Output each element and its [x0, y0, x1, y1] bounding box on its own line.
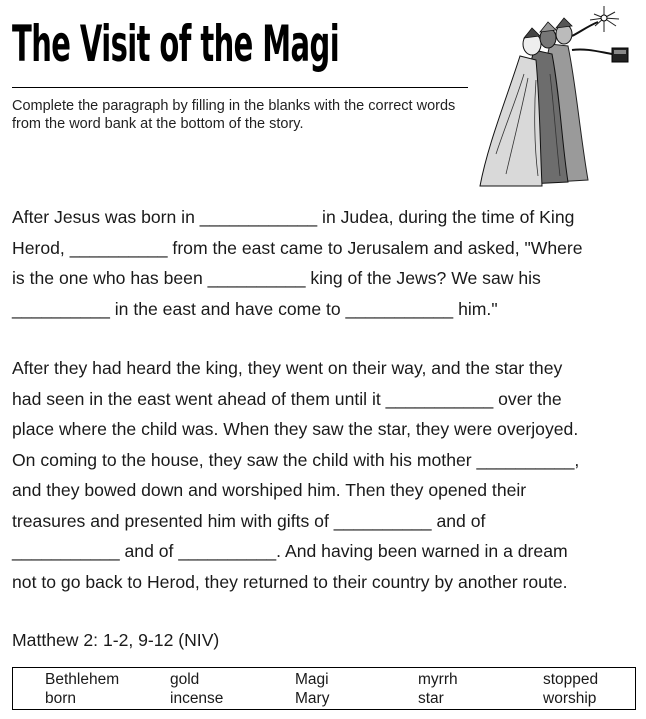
star-icon	[590, 6, 619, 32]
word-bank-item: Bethlehem	[45, 671, 120, 688]
story-paragraph-2	[12, 353, 638, 597]
story-line: After they had heard the king, they went on their way, and the star they	[12, 358, 563, 378]
story-line: place where the child was. When they saw the star, they were overjoyed.	[12, 419, 579, 439]
word-bank-item: Magi	[295, 671, 329, 688]
word-bank-item: worship	[543, 690, 597, 707]
word-bank	[12, 667, 636, 710]
magi-illustration-icon	[476, 4, 636, 188]
word-bank-item: stopped	[543, 671, 599, 688]
story-line: Herod, __________ from the east came to Jerusalem and asked, "Where	[12, 237, 583, 258]
page-title: The Visit of the Magi	[12, 15, 340, 73]
story-line: On coming to the house, they saw the child with his mother __________,	[12, 449, 580, 470]
story-line: ___________ and of __________. And having been warned in a dream	[12, 541, 568, 561]
story-line: is the one who has been __________ king of the Jews? We saw his	[12, 268, 541, 288]
word-bank-item: born	[45, 690, 77, 707]
word-bank-item: myrrh	[418, 671, 458, 688]
story-line: had seen in the east went ahead of them until it ___________ over the	[12, 388, 562, 409]
story-line: not to go back to Herod, they returned to their country by another route.	[12, 571, 568, 592]
story-line: __________ in the east and have come to ___________ him."	[12, 298, 498, 319]
title-divider	[12, 87, 468, 88]
story-paragraph-1	[12, 202, 638, 324]
instructions-text: Complete the paragraph by filling in the blanks with the correct words from the word bank at the bottom of the story.	[12, 98, 456, 132]
story-line: treasures and presented him with gifts of __________ and of	[12, 510, 486, 531]
story-line: and they bowed down and worshiped him. Then they opened their	[12, 480, 527, 500]
word-bank-item: incense	[170, 690, 224, 707]
word-bank-item: Mary	[295, 690, 330, 707]
story-line: After Jesus was born in ____________ in Judea, during the time of King	[12, 207, 575, 227]
word-bank-item: star	[418, 690, 444, 707]
word-bank-item: gold	[170, 671, 200, 688]
scripture-citation: Matthew 2: 1-2, 9-12 (NIV)	[12, 630, 220, 650]
